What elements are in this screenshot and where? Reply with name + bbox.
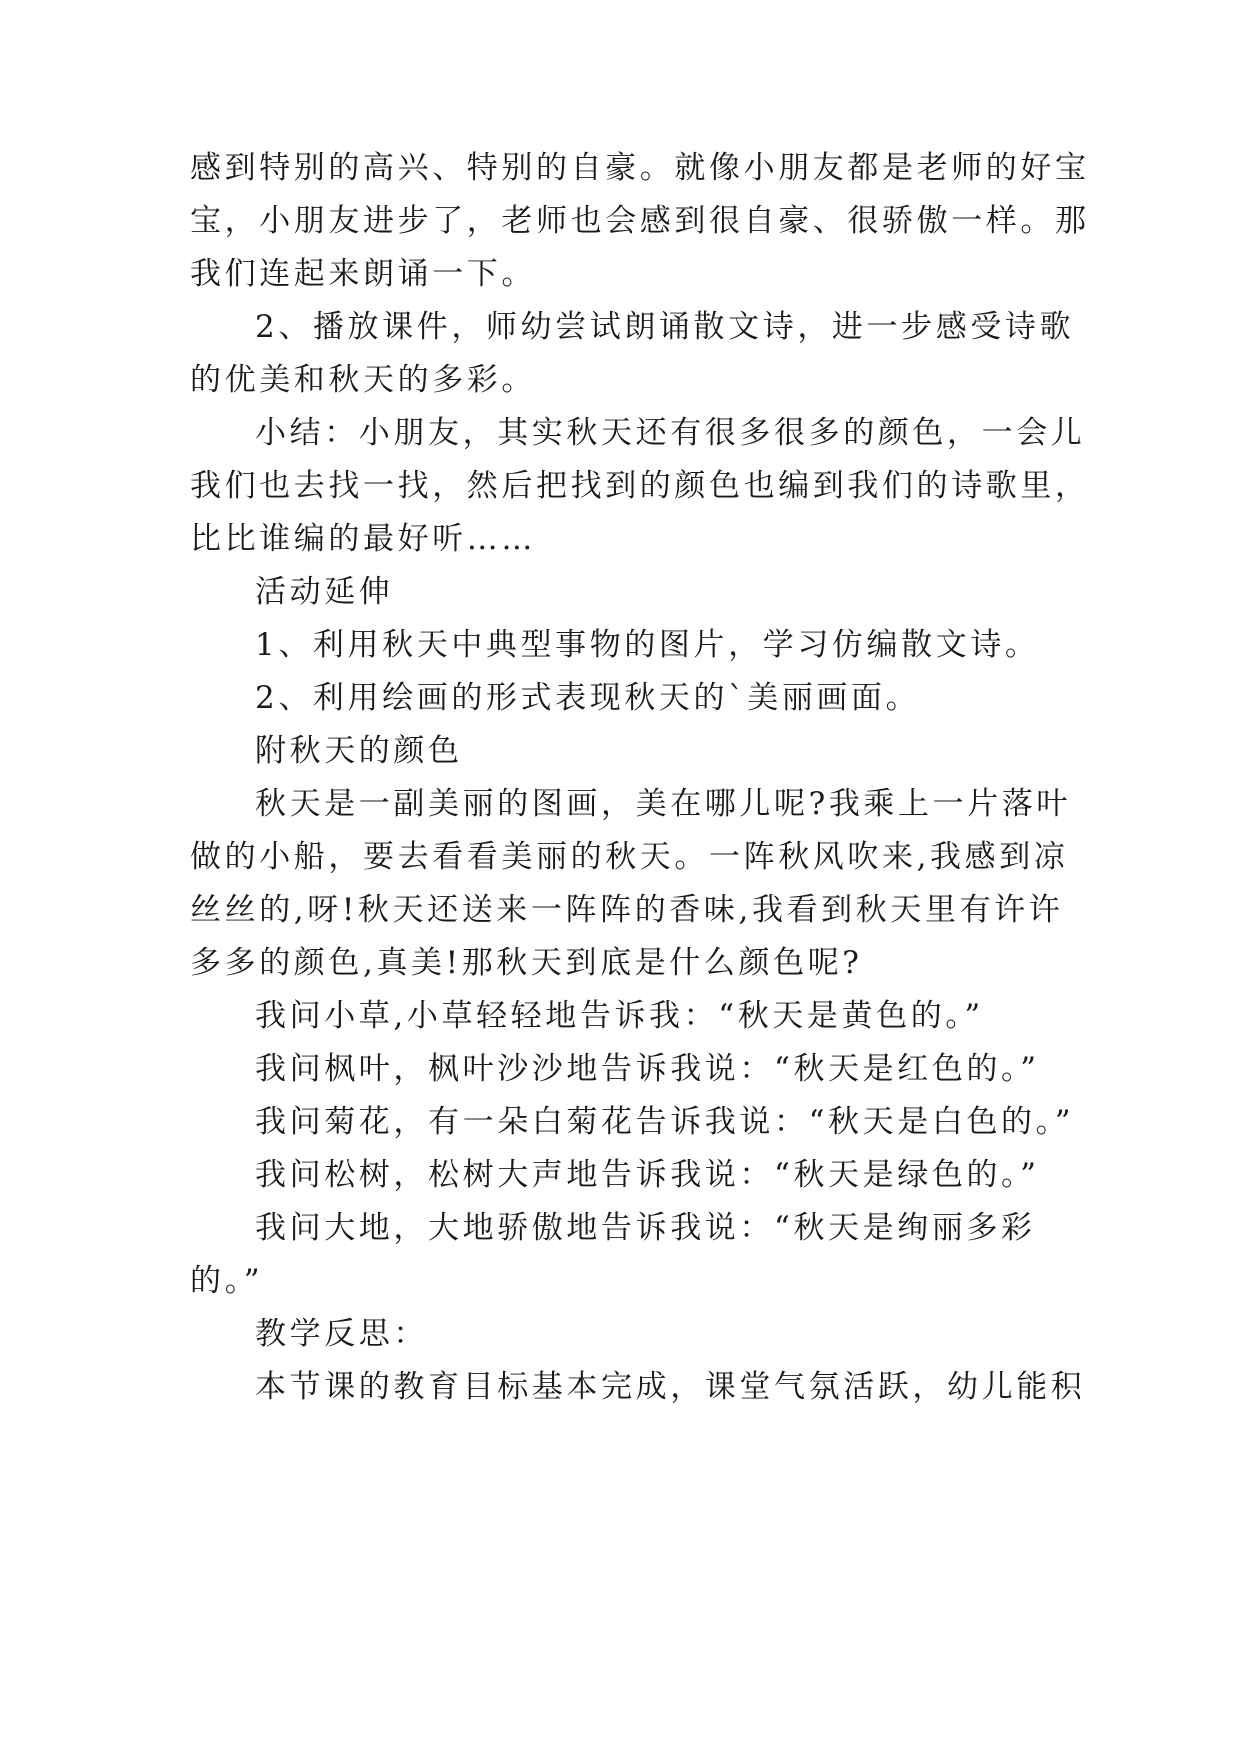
text-line: 我问菊花，有一朵白菊花告诉我说：“秋天是白色的。” xyxy=(255,1104,1075,1140)
text-line: 2、播放课件，师幼尝试朗诵散文诗，进一步感受诗歌 xyxy=(255,309,1075,345)
text-line: 1、利用秋天中典型事物的图片，学习仿编散文诗。 xyxy=(255,627,1040,663)
text-line: 做的小船，要去看看美丽的秋天。一阵秋风吹来,我感到凉 xyxy=(190,839,1069,875)
text-line: 小结：小朋友，其实秋天还有很多很多的颜色，一会儿 xyxy=(255,415,1086,451)
text-line: 的优美和秋天的多彩。 xyxy=(190,362,536,398)
text-line: 我问小草,小草轻轻地告诉我：“秋天是黄色的。” xyxy=(255,998,984,1034)
text-line: 我问松树，松树大声地告诉我说：“秋天是绿色的。” xyxy=(255,1157,1040,1193)
text-line: 秋天是一副美丽的图画，美在哪儿呢?我乘上一片落叶 xyxy=(255,786,1072,822)
text-line: 我们连起来朗诵一下。 xyxy=(190,256,536,292)
text-line: 宝，小朋友进步了，老师也会感到很自豪、很骄傲一样。那 xyxy=(190,203,1090,239)
text-line: 本节课的教育目标基本完成，课堂气氛活跃，幼儿能积 xyxy=(255,1369,1086,1405)
text-line: 感到特别的高兴、特别的自豪。就像小朋友都是老师的好宝 xyxy=(190,150,1090,186)
section-heading: 附秋天的颜色 xyxy=(255,733,463,769)
section-heading: 活动延伸 xyxy=(255,574,394,610)
text-line: 我问大地，大地骄傲地告诉我说：“秋天是绚丽多彩 xyxy=(255,1210,1036,1246)
section-heading: 教学反思： xyxy=(255,1316,428,1352)
text-line: 2、利用绘画的形式表现秋天的`美丽画面。 xyxy=(255,680,921,716)
text-line: 比比谁编的最好听…… xyxy=(190,521,536,557)
text-line: 多多的颜色,真美!那秋天到底是什么颜色呢? xyxy=(190,945,863,981)
text-line: 我们也去找一找，然后把找到的颜色也编到我们的诗歌里， xyxy=(190,468,1090,504)
text-line: 丝丝的,呀!秋天还送来一阵阵的香味,我看到秋天里有许许 xyxy=(190,892,1064,928)
text-line: 的。” xyxy=(190,1263,264,1299)
text-line: 我问枫叶，枫叶沙沙地告诉我说：“秋天是红色的。” xyxy=(255,1051,1040,1087)
